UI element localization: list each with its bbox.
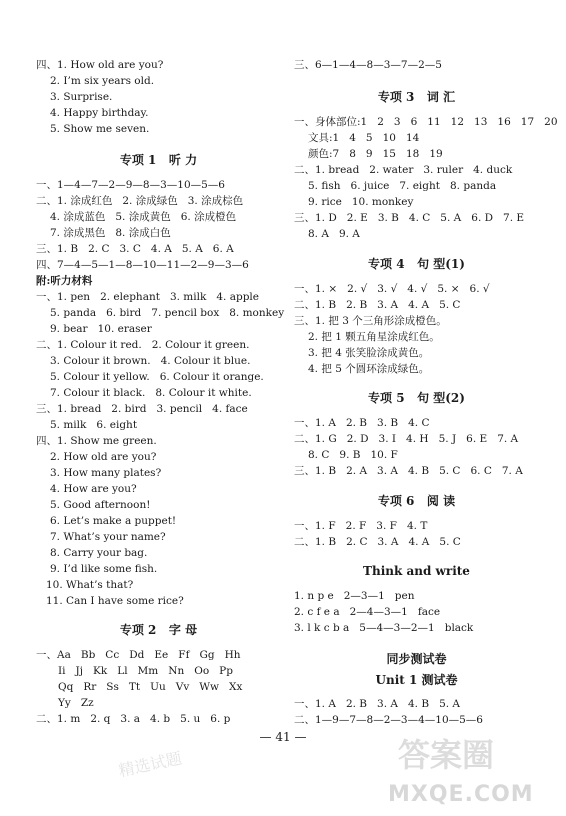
- answer-line: 7. Colour it black. 8. Colour it white.: [50, 387, 252, 399]
- section-heading: 专项 3 词 汇: [377, 90, 456, 104]
- answer-line: 文具:1 4 5 10 14: [308, 132, 420, 144]
- answer-line: 一、Aa Bb Cc Dd Ee Ff Gg Hh: [36, 649, 241, 661]
- answer-line: 11. Can I have some rice?: [46, 595, 184, 607]
- answer-line: 9. rice 10. monkey: [308, 196, 414, 208]
- section-heading: Unit 1 测试卷: [375, 673, 458, 687]
- section-heading: 专项 5 句 型(2): [368, 391, 465, 405]
- answer-line: 4. 把 5 个圆环涂成绿色。: [308, 363, 430, 375]
- answer-line: 6. Let’s make a puppet!: [50, 515, 177, 527]
- answer-line: 8. C 9. B 10. F: [308, 449, 398, 461]
- answer-line: 二、1. 涂成红色 2. 涂成绿色 3. 涂成棕色: [36, 195, 244, 207]
- answer-line: 三、1. D 2. E 3. B 4. C 5. A 6. D 7. E: [294, 212, 525, 224]
- answer-line: 7. 涂成黑色 8. 涂成白色: [50, 227, 171, 239]
- answer-line: 一、1. A 2. B 3. B 4. C: [294, 417, 430, 429]
- answer-line: 7. What’s your name?: [50, 531, 166, 543]
- watermark-left: 精选试题: [116, 748, 184, 781]
- answer-line: 二、1. Colour it red. 2. Colour it green.: [36, 339, 250, 351]
- answer-line: 3. Colour it brown. 4. Colour it blue.: [50, 355, 251, 367]
- answer-line: 二、1—9—7—8—2—3—4—10—5—6: [294, 714, 483, 726]
- answer-line: 三、1. B 2. C 3. C 4. A 5. A 6. A: [36, 243, 234, 255]
- section-heading: Think and write: [363, 564, 470, 578]
- answer-line: 8. Carry your bag.: [50, 547, 148, 559]
- answer-line: 四、1. Show me green.: [36, 435, 157, 447]
- answer-line: 三、1. 把 3 个三角形涂成橙色。: [294, 315, 447, 327]
- answer-line: 一、1—4—7—2—9—8—3—10—5—6: [36, 179, 225, 191]
- answer-line: 三、1. B 2. A 3. A 4. B 5. C 6. C 7. A: [294, 465, 523, 477]
- answer-line: 4. Happy birthday.: [50, 107, 149, 119]
- answer-line: 9. I’d like some fish.: [50, 563, 158, 575]
- answer-line: Qq Rr Ss Tt Uu Vv Ww Xx: [58, 681, 243, 693]
- answer-line: 5. milk 6. eight: [50, 419, 138, 431]
- answer-line: 2. I’m six years old.: [50, 75, 155, 87]
- answer-line: 一、1. A 2. B 3. A 4. B 5. A: [294, 698, 461, 710]
- section-heading: 专项 2 字 母: [119, 623, 198, 637]
- answer-line: 二、1. m 2. q 3. a 4. b 5. u 6. p: [36, 713, 231, 725]
- answer-line: 四、1. How old are you?: [36, 59, 164, 71]
- answer-line: 4. How are you?: [50, 483, 137, 495]
- page-number: — 41 —: [259, 730, 307, 744]
- answer-line: 二、1. B 2. B 3. A 4. A 5. C: [294, 299, 461, 311]
- answer-line: 二、1. bread 2. water 3. ruler 4. duck: [294, 164, 513, 176]
- answer-line: 4. 涂成蓝色 5. 涂成黄色 6. 涂成橙色: [50, 211, 237, 223]
- answer-line: 5. Show me seven.: [50, 123, 150, 135]
- answer-line: 二、1. B 2. C 3. A 4. A 5. C: [294, 536, 461, 548]
- section-heading: 专项 1 听 力: [119, 153, 198, 167]
- answer-line: 5. fish 6. juice 7. eight 8. panda: [308, 180, 497, 192]
- section-heading: 专项 6 阅 读: [377, 494, 456, 508]
- answer-line: 2. 把 1 颗五角星涂成红色。: [308, 331, 440, 343]
- answer-line: 10. What’s that?: [46, 579, 134, 591]
- answer-line: 一、身体部位:1 2 3 6 11 12 13 16 17 20: [294, 116, 558, 128]
- answer-line: 8. A 9. A: [308, 228, 360, 240]
- answer-line: 2. How old are you?: [50, 451, 157, 463]
- answer-line: 3. How many plates?: [50, 467, 162, 479]
- answer-line: 一、1. F 2. F 3. F 4. T: [294, 520, 428, 532]
- section-heading: 同步测试卷: [386, 652, 447, 666]
- answer-line: 3. l k c b a 5—4—3—2—1 black: [294, 622, 474, 634]
- answer-line: 二、1. G 2. D 3. I 4. H 5. J 6. E 7. A: [294, 433, 519, 445]
- answer-line: 三、1. bread 2. bird 3. pencil 4. face: [36, 403, 248, 415]
- answer-line: 5. panda 6. bird 7. pencil box 8. monkey: [50, 307, 285, 319]
- answer-line: 颜色:7 8 9 15 18 19: [308, 148, 443, 160]
- answer-line: 5. Good afternoon!: [50, 499, 151, 511]
- answer-line: 3. 把 4 张笑脸涂成黄色。: [308, 347, 430, 359]
- answer-line: 一、1. pen 2. elephant 3. milk 4. apple: [36, 291, 259, 303]
- watermark-logo: [388, 722, 558, 812]
- watermark-cn: 答案圈: [398, 736, 495, 774]
- watermark-en: MXQE.COM: [388, 782, 534, 807]
- answer-line: Ii Jj Kk Ll Mm Nn Oo Pp: [58, 665, 233, 677]
- answer-line: 2. c f e a 2—4—3—1 face: [294, 606, 441, 618]
- answer-line: 1. n p e 2—3—1 pen: [294, 590, 415, 602]
- answer-line: Yy Zz: [58, 697, 94, 709]
- answer-line: 一、1. × 2. √ 3. √ 4. √ 5. × 6. √: [294, 283, 490, 295]
- section-heading: 专项 4 句 型(1): [368, 257, 465, 271]
- answer-line: 四、7—4—5—1—8—10—11—2—9—3—6: [36, 259, 249, 271]
- answer-line: 5. Colour it yellow. 6. Colour it orange.: [50, 371, 264, 383]
- answer-line: 附:听力材料: [36, 275, 93, 287]
- answer-line: 9. bear 10. eraser: [50, 323, 152, 335]
- answer-line: 3. Surprise.: [50, 91, 113, 103]
- answer-line: 三、6—1—4—8—3—7—2—5: [294, 59, 442, 71]
